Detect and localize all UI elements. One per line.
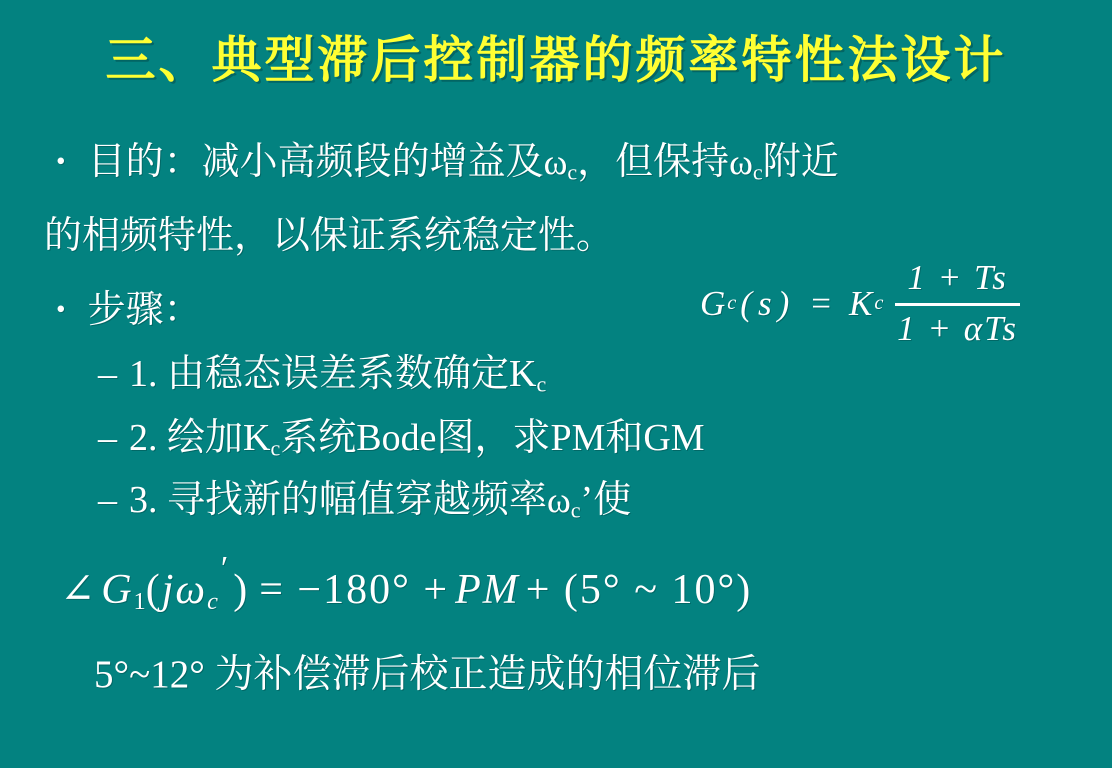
formula-args: (s) — [740, 283, 796, 323]
fraction-numerator: 1 + Ts — [895, 258, 1020, 306]
omega-subscript: c — [752, 159, 763, 185]
formula-G1-subscript: 1 — [133, 587, 146, 615]
fraction-denominator: 1 + αTs — [897, 309, 1019, 349]
omega-subscript: c — [570, 497, 581, 523]
prime-mark: ’ — [580, 479, 594, 521]
open-paren: ( — [145, 567, 162, 613]
step-item-1 — [98, 352, 546, 398]
formula-K-subscript: c — [874, 292, 884, 315]
phase-margin-symbol: PM — [455, 567, 520, 613]
step-2-text: 2. 绘加K — [129, 417, 271, 459]
equals-sign: = — [811, 283, 833, 323]
omega-symbol: ω — [547, 480, 571, 520]
formula-G-subscript: c — [727, 292, 737, 315]
omega-subscript: c — [207, 587, 218, 615]
omega-symbol: ω — [543, 142, 568, 182]
step-1-text: 1. 由稳态误差系数确定K — [129, 353, 537, 395]
purpose-line-1 — [56, 140, 839, 186]
step-2-text-post: 系统Bode图，求PM和GM — [280, 417, 705, 459]
bullet-icon: • — [56, 146, 66, 177]
phase-rhs-1: = −180° + — [259, 567, 450, 613]
dash-icon: – — [98, 353, 117, 395]
dash-icon: – — [98, 417, 117, 459]
steps-heading — [56, 288, 202, 334]
bullet-icon: • — [56, 294, 66, 325]
K-subscript: c — [270, 435, 281, 461]
phase-condition-formula — [60, 549, 753, 616]
step-item-3 — [98, 478, 631, 524]
purpose-text-2: ，但保持 — [577, 141, 730, 183]
close-paren: ) — [233, 567, 250, 613]
prime-mark: ′ — [220, 549, 231, 587]
omega-symbol: ω — [729, 142, 753, 182]
steps-label: 步骤： — [87, 289, 202, 331]
step-3-text: 3. 寻找新的幅值穿越频率 — [129, 479, 548, 521]
fraction — [895, 258, 1020, 350]
step-3-text-post: 使 — [593, 479, 632, 521]
step-item-2 — [98, 416, 705, 462]
slide-title: 三、典型滞后控制器的频率特性法设计 — [105, 32, 1007, 88]
controller-transfer-function-formula — [700, 258, 1020, 350]
angle-icon: ∠ — [60, 567, 98, 613]
K-subscript: c — [536, 371, 547, 397]
formula-G1: G — [101, 567, 134, 613]
purpose-line-2: 的相频特性，以保证系统稳定性。 — [44, 215, 615, 257]
phase-rhs-2: + (5° ~ 10°) — [525, 567, 753, 613]
j-omega: jω — [161, 567, 208, 613]
note-line: 5°~12° 为补偿滞后校正造成的相位滞后 — [94, 653, 761, 696]
formula-K: K — [848, 283, 875, 323]
omega-subscript: c — [567, 159, 578, 185]
purpose-text-3: 附近 — [762, 141, 839, 183]
purpose-text-1: 目的：减小高频段的增益及 — [87, 141, 544, 183]
formula-G: G — [700, 283, 728, 323]
dash-icon: – — [98, 479, 117, 521]
